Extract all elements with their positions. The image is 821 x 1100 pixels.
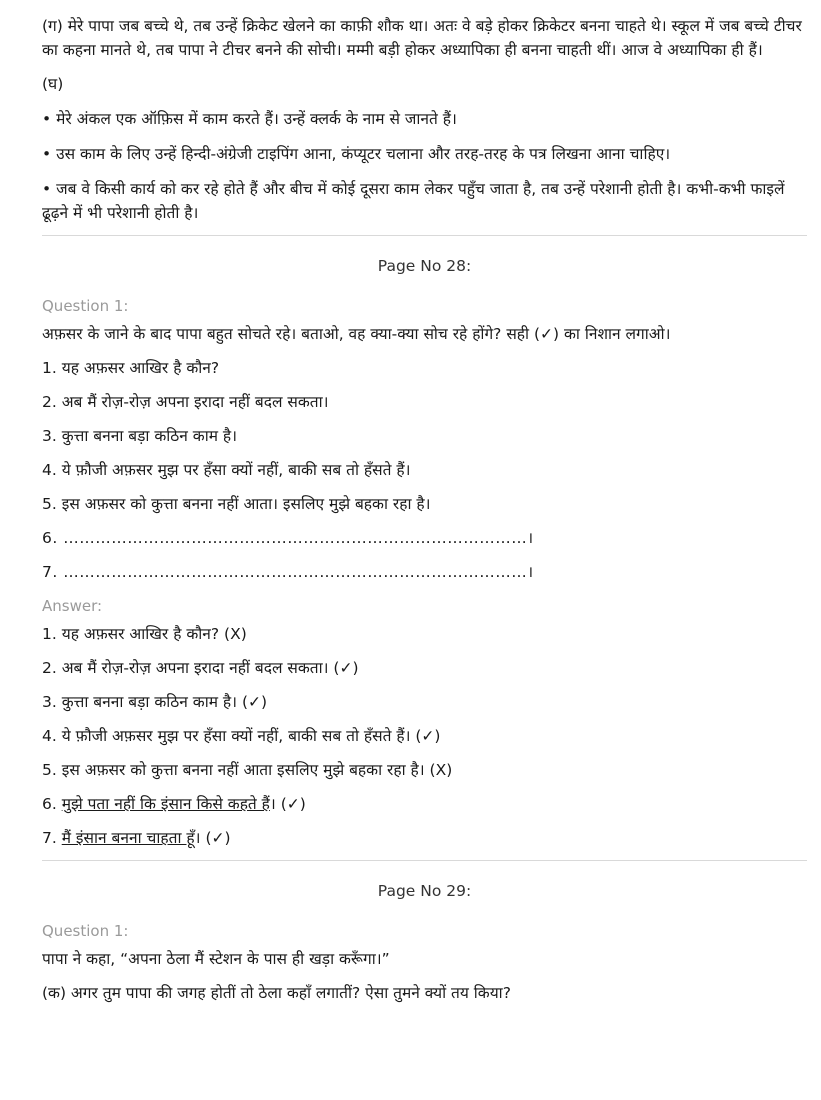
answer-prefix: 6. xyxy=(42,795,62,813)
gha-label: (घ) xyxy=(42,75,64,93)
underlined-answer: मुझे पता नहीं कि इंसान किसे कहते हैं xyxy=(61,795,270,813)
bullet-item: • उस काम के लिए उन्हें हिन्दी-अंग्रेजी टाइपिंग आना, कंप्यूटर चलाना और तरह-तरह के पत्र लिखना आना चाहिए। xyxy=(42,145,671,163)
section-divider xyxy=(42,235,807,236)
section-divider xyxy=(42,860,807,861)
sub-question: (क) अगर तुम पापा की जगह होतीं तो ठेला कहाँ लगातीं? ऐसा तुमने क्यों तय किया? xyxy=(42,984,511,1002)
option-blank: 6. ……………………………………………………………………………। xyxy=(42,529,534,547)
answer-suffix: । (✓) xyxy=(269,795,306,813)
answer-item: 2. अब मैं रोज़-रोज़ अपना इरादा नहीं बदल सकता। (✓) xyxy=(42,659,359,677)
question-label: Question 1: xyxy=(42,922,129,940)
option-blank: 7. ……………………………………………………………………………। xyxy=(42,563,534,581)
answer-item: 3. कुत्ता बनना बड़ा कठिन काम है। (✓) xyxy=(42,693,268,711)
answer-prefix: 7. xyxy=(42,829,62,847)
option-item: 1. यह अफ़सर आखिर है कौन? xyxy=(42,359,220,377)
option-item: 5. इस अफ़सर को कुत्ता बनना नहीं आता। इसलिए मुझे बहका रहा है। xyxy=(42,495,431,513)
option-item: 4. ये फ़ौजी अफ़सर मुझ पर हँसा क्यों नहीं, बाकी सब तो हँसते हैं। xyxy=(42,461,411,479)
answer-suffix: ँ। (✓) xyxy=(194,829,231,847)
answer-item xyxy=(42,826,807,850)
page-28-heading: Page No 28: xyxy=(377,257,472,275)
ga-paragraph: (ग) मेरे पापा जब बच्चे थे, तब उन्हें क्रिकेट खेलने का काफ़ी शौक था। अतः वे बड़े होकर क्रिकेटर बनना चाहते थे। स्कूल में जब बच्चे टीचर का कहना मानते थे, तब पापा ने टीचर बनने की सोची। मम्मी बड़ी होकर अध्यापिका ही बनना चाहती थीं। आज वे अध्यापिका ही हैं। xyxy=(42,17,802,59)
bullet-item: • मेरे अंकल एक ऑफ़िस में काम करते हैं। उन्हें क्लर्क के नाम से जानते हैं। xyxy=(42,110,457,128)
page-29-heading: Page No 29: xyxy=(377,882,472,900)
answer-item: 1. यह अफ़सर आखिर है कौन? (X) xyxy=(42,625,247,643)
document-page xyxy=(42,14,807,1015)
question-text: अफ़सर के जाने के बाद पापा बहुत सोचते रहे। बताओ, वह क्या-क्या सोच रहे होंगे? सही (✓) का निशान लगाओ। xyxy=(42,325,671,343)
underlined-answer: मैं इंसान बनना चाहता हू xyxy=(61,829,195,847)
answer-item: 5. इस अफ़सर को कुत्ता बनना नहीं आता इसलिए मुझे बहका रहा है। (X) xyxy=(42,761,453,779)
option-item: 3. कुत्ता बनना बड़ा कठिन काम है। xyxy=(42,427,238,445)
option-item: 2. अब मैं रोज़-रोज़ अपना इरादा नहीं बदल सकता। xyxy=(42,393,329,411)
answer-item xyxy=(42,792,807,816)
quote-text: पापा ने कहा, “अपना ठेला मैं स्टेशन के पास ही खड़ा करूँगा।” xyxy=(42,950,390,968)
answer-label: Answer: xyxy=(42,597,103,615)
question-label: Question 1: xyxy=(42,297,129,315)
bullet-item: • जब वे किसी कार्य को कर रहे होते हैं और बीच में कोई दूसरा काम लेकर पहुँच जाता है, तब उन्हें परेशानी होती है। कभी-कभी फाइलें ढूढ़ने में भी परेशानी होती है। xyxy=(42,180,785,222)
answer-item: 4. ये फ़ौजी अफ़सर मुझ पर हँसा क्यों नहीं, बाकी सब तो हँसते हैं। (✓) xyxy=(42,727,441,745)
